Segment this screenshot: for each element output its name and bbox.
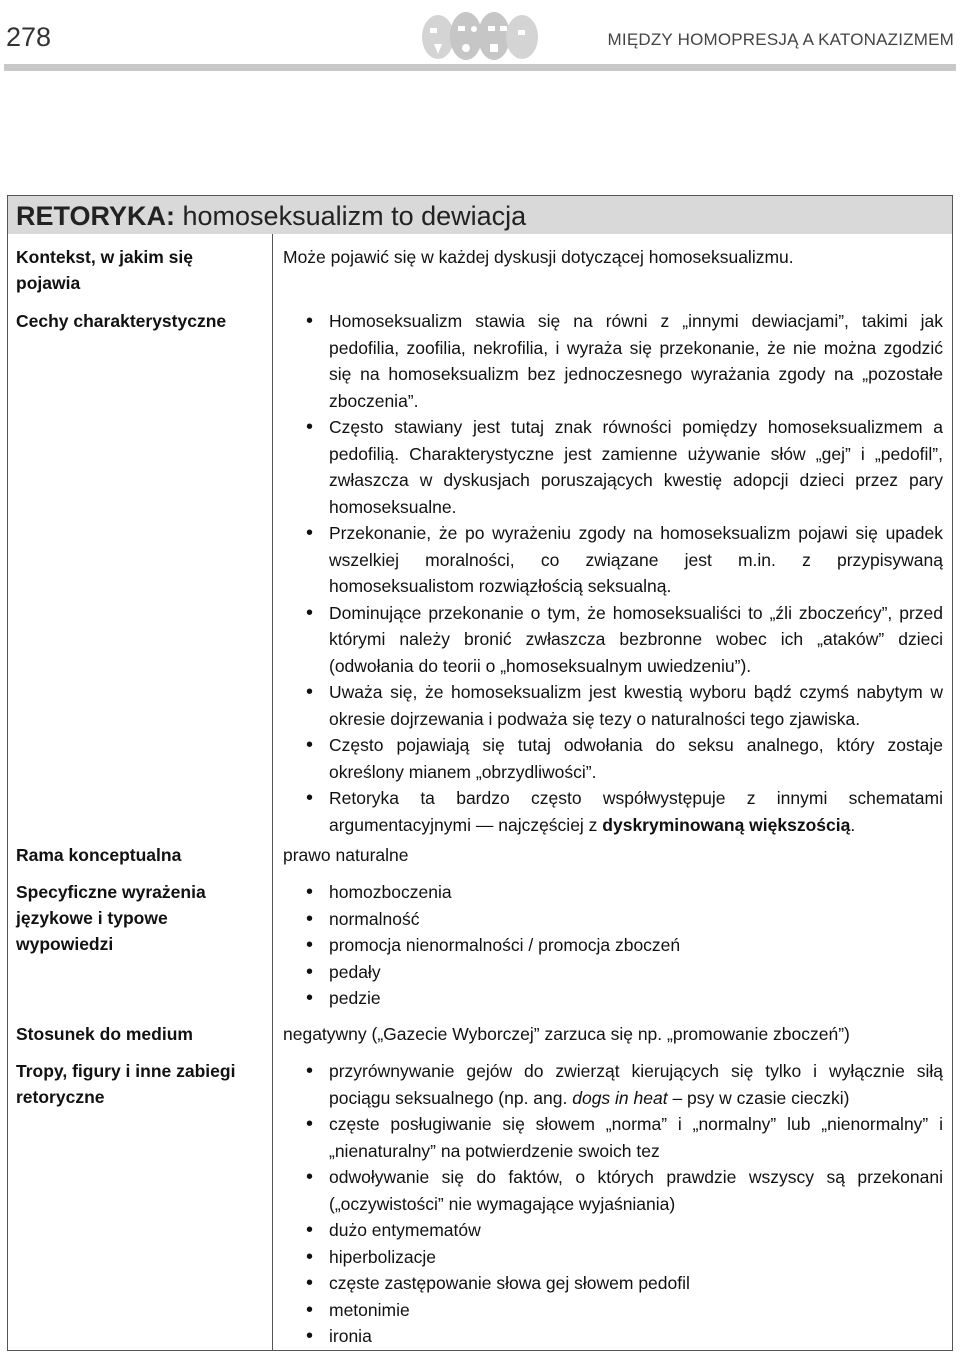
list-item: • Często stawiany jest tutaj znak równości pomiędzy homoseksualizmem a pedofilią. Charakterystyczne jest zamienne używanie słów „gej” i „pedofil”, zwłaszcza w dyskusjach poruszających kwestię adopcji dzieci przez pary homoseksualne. [283,414,943,520]
value-context: Może pojawić się w każdej dyskusji dotyczącej homoseksualizmu. [283,247,794,267]
list-item: • odwoływanie się do faktów, o których prawdzie wszyscy są przekonani („oczywistości” nie wymagające wyjaśniania) [283,1164,943,1217]
value-characteristics [283,308,943,838]
list-item: • pedały [283,959,943,986]
label-tropes: Tropy, figury i inne zabiegi retoryczne [16,1061,236,1107]
list-item: • dużo entymematów [283,1217,943,1244]
list-item: • metonimie [283,1297,943,1324]
masks-logo [418,4,542,68]
label-characteristics: Cechy charakterystyczne [16,311,227,331]
value-expressions [283,879,943,1012]
box-title [8,196,952,234]
item-text: Retoryka ta bardzo często współwystępuje z innymi schematami argumentacyjnymi — najczęściej z [329,788,943,835]
page-number: 278 [6,22,52,52]
list-item: • częste zastępowanie słowa gej słowem pedofil [283,1270,943,1297]
cross-reference-bold: dyskryminowaną większością [602,814,851,835]
italic-phrase: dogs in heat [572,1087,668,1108]
value-media-attitude: negatywny („Gazecie Wyborczej” zarzuca się np. „promowanie zboczeń”) [283,1024,850,1044]
column-divider [272,234,273,1350]
list-item: • ironia [283,1323,943,1350]
list-item: • pedzie [283,985,943,1012]
label-media-attitude: Stosunek do medium [16,1024,193,1044]
header-rule [4,64,956,71]
list-item: • częste posługiwanie się słowem „norma” i „normalny” lub „nienormalny” i „nienaturalny” na potwierdzenie swoich tez [283,1111,943,1164]
list-item: • Dominujące przekonanie o tym, że homoseksualiści to „źli zboczeńcy”, przed którymi należy bronić zwłaszcza bezbronne wobec ich „ataków” dzieci (odwołania do teorii o „homoseksualnym uwiedzeniu”). [283,600,943,680]
list-item: • promocja nienormalności / promocja zboczeń [283,932,943,959]
label-context: Kontekst, w jakim się pojawia [16,247,194,293]
page-header [0,0,960,74]
box-title-bold: RETORYKA: [16,201,176,231]
list-item: • Homoseksualizm stawia się na równi z „innymi dewiacjami”, takimi jak pedofilia, zoofilia, nekrofilia, i wyraża się przekonanie, że nie można zgodzić się na homoseksualizm bez jednoczesnego wyrażania zgody na „pozostałe zboczenia”. [283,308,943,414]
label-expressions: Specyficzne wyrażenia językowe i typowe wypowiedzi [16,882,206,954]
list-item: • homozboczenia [283,879,943,906]
list-item: • Przekonanie, że po wyrażeniu zgody na homoseksualizm pojawi się upadek wszelkiej moralności, co związane jest m.in. z przypisywaną homoseksualistom rozwiązłością seksualną. [283,520,943,600]
list-item [283,1058,943,1111]
running-title: MIĘDZY HOMOPRESJĄ A KATONAZIZMEM [607,30,954,49]
rhetoric-box [7,195,953,1351]
item-text-end: – psy w czasie cieczki) [667,1087,850,1108]
label-conceptual-frame: Rama konceptualna [16,845,182,865]
item-text: przyrównywanie gejów do zwierząt kierujących się tylko i wyłącznie siłą pociągu seksualnego (np. ang. [329,1061,943,1108]
list-item [283,785,943,838]
list-item: • hiperbolizacje [283,1244,943,1271]
list-item: • Często pojawiają się tutaj odwołania do seksu analnego, który zostaje określony mianem „obrzydliwości”. [283,732,943,785]
box-title-rest: homoseksualizm to dewiacja [175,201,527,231]
value-tropes [283,1058,943,1350]
value-conceptual-frame: prawo naturalne [283,845,409,865]
item-text-end: . [850,814,856,835]
list-item: • Uważa się, że homoseksualizm jest kwestią wyboru bądź czymś nabytym w okresie dojrzewania i podważa się tezy o naturalności tego zjawiska. [283,679,943,732]
list-item: • normalność [283,906,943,933]
